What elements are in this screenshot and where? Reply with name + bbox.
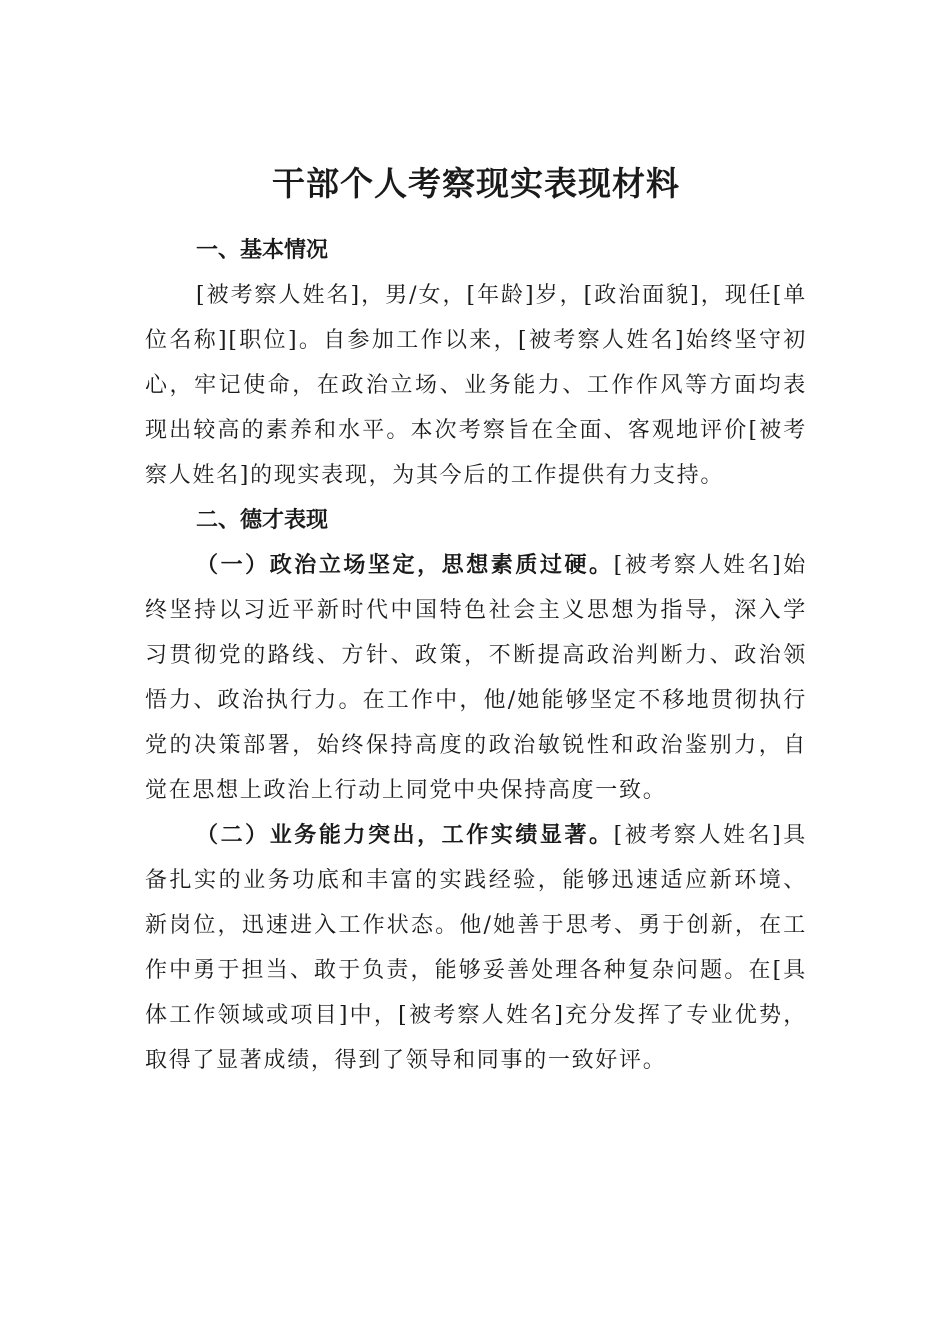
section-performance xyxy=(145,498,807,1083)
paragraph-text: [被考察人姓名]具备扎实的业务功底和丰富的实践经验，能够迅速适应新环境、新岗位，迅速进入工作状态。他/她善于思考、勇于创新，在工作中勇于担当、敢于负责，能够妥善处理各种复杂问题。在[具体工作领域或项目]中，[被考察人姓名]充分发挥了专业优势，取得了显著成绩，得到了领导和同事的一致好评。 xyxy=(145,823,807,1073)
paragraph-political-stance xyxy=(145,543,807,813)
section-heading-performance: 二、德才表现 xyxy=(196,508,329,533)
paragraph-lead: （二）业务能力突出，工作实绩显著。 xyxy=(196,822,614,848)
section-heading-basic-info: 一、基本情况 xyxy=(196,238,329,263)
paragraph-text: [被考察人姓名]始终坚持以习近平新时代中国特色社会主义思想为指导，深入学习贯彻党的路线、方针、政策，不断提高政治判断力、政治领悟力、政治执行力。在工作中，他/她能够坚定不移地贯彻执行党的决策部署，始终保持高度的政治敏锐性和政治鉴别力，自觉在思想上政治上行动上同党中央保持高度一致。 xyxy=(145,553,807,803)
paragraph-lead: （一）政治立场坚定，思想素质过硬。 xyxy=(196,552,614,578)
section-basic-info xyxy=(145,228,807,498)
paragraph-business-ability xyxy=(145,813,807,1083)
paragraph-text: [被考察人姓名]，男/女，[年龄]岁，[政治面貌]，现任[单位名称][职位]。自参加工作以来，[被考察人姓名]始终坚守初心，牢记使命，在政治立场、业务能力、工作作风等方面均表现出较高的素养和水平。本次考察旨在全面、客观地评价[被考察人姓名]的现实表现，为其今后的工作提供有力支持。 xyxy=(145,283,807,488)
document-title: 干部个人考察现实表现材料 xyxy=(272,164,680,203)
paragraph-basic-info xyxy=(145,273,807,498)
document-page xyxy=(145,158,807,1083)
